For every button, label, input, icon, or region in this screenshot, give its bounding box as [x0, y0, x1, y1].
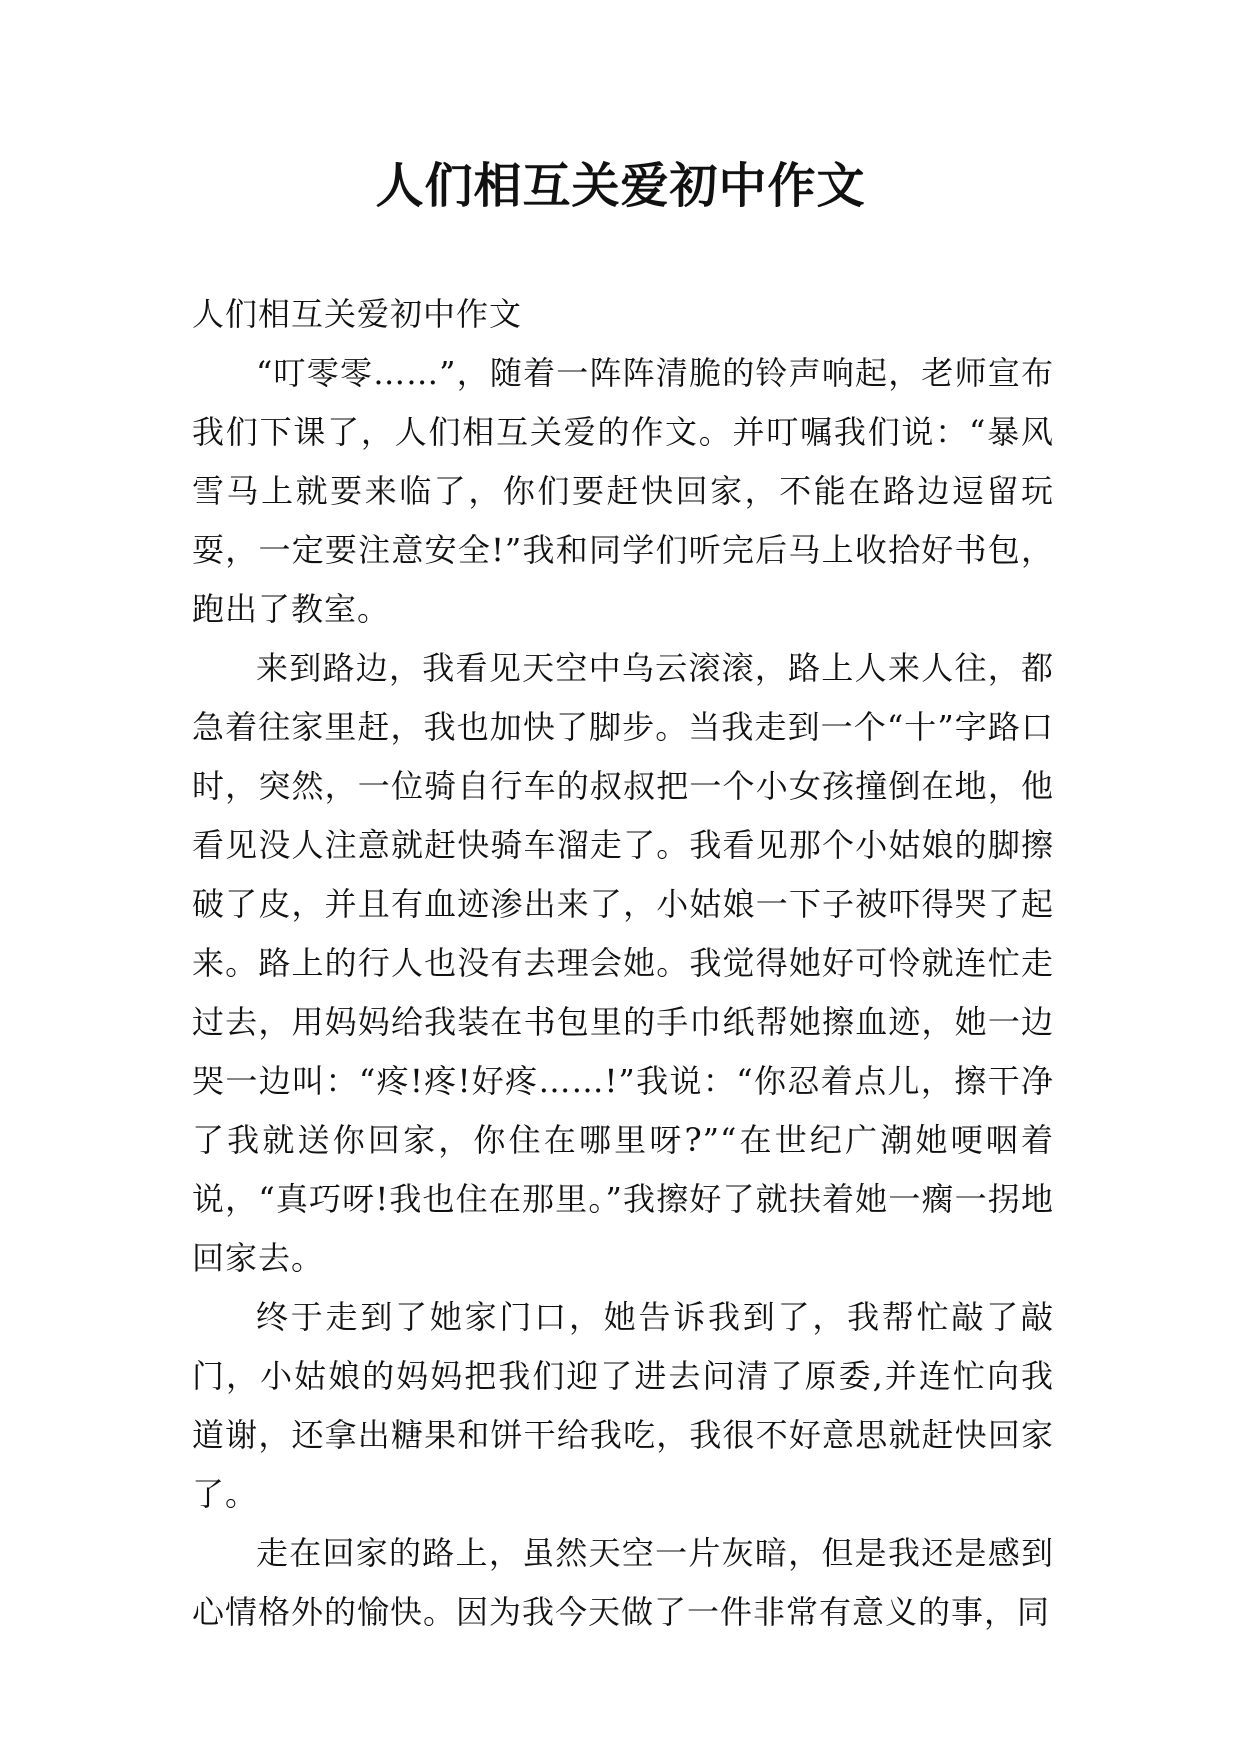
paragraph-1: “叮零零……”，随着一阵阵清脆的铃声响起，老师宣布我们下课了，人们相互关爱的作文。并叮嘱我们说：“暴风雪马上就要来临了，你们要赶快回家，不能在路边逗留玩耍，一定要注意安全!”我和同学们听完后马上收拾好书包，跑出了教室。: [192, 354, 1054, 628]
document-title: 人们相互关爱初中作文: [375, 158, 866, 214]
document-subtitle: 人们相互关爱初中作文: [192, 295, 523, 333]
paragraph-3: 终于走到了她家门口，她告诉我到了，我帮忙敲了敲门，小姑娘的妈妈把我们迎了进去问清了原委,并连忙向我道谢，还拿出糖果和饼干给我吃，我很不好意思就赶快回家了。: [192, 1298, 1054, 1513]
paragraph-4: 走在回家的路上，虽然天空一片灰暗，但是我还是感到心情格外的愉快。因为我今天做了一件非常有意义的事，同: [192, 1534, 1054, 1631]
document-body: [192, 285, 1054, 1642]
paragraph-2: 来到路边，我看见天空中乌云滚滚，路上人来人往，都急着往家里赶，我也加快了脚步。当我走到一个“十”字路口时，突然，一位骑自行车的叔叔把一个小女孩撞倒在地，他看见没人注意就赶快骑车溜走了。我看见那个小姑娘的脚擦破了皮，并且有血迹渗出来了，小姑娘一下子被吓得哭了起来。路上的行人也没有去理会她。我觉得她好可怜就连忙走过去，用妈妈给我装在书包里的手巾纸帮她擦血迹，她一边哭一边叫：“疼!疼!好疼……!”我说：“你忍着点儿，擦干净了我就送你回家，你住在哪里呀?”“在世纪广潮她哽咽着说，“真巧呀!我也住在那里。”我擦好了就扶着她一瘸一拐地回家去。: [192, 649, 1054, 1277]
